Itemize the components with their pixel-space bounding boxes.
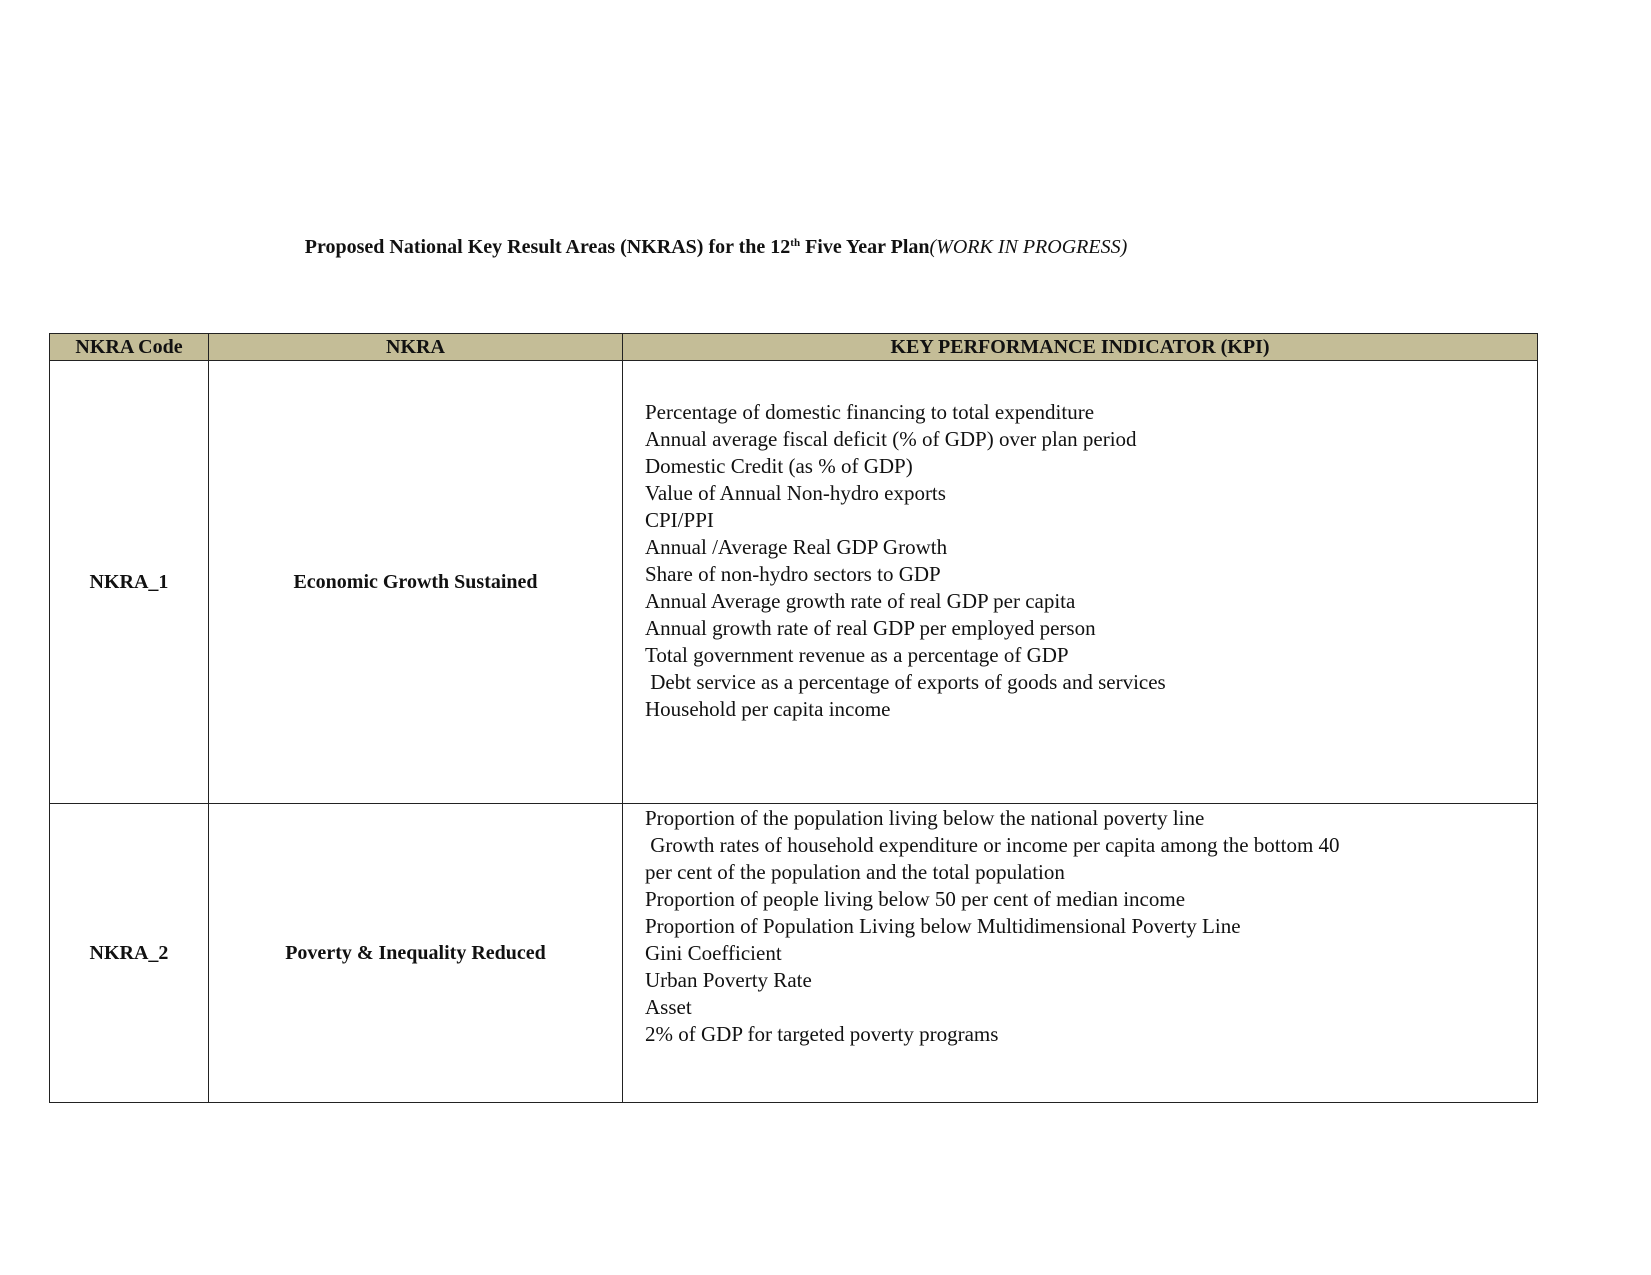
nkra-code-cell: NKRA_1 (50, 361, 209, 804)
kpi-item: Total government revenue as a percentage of GDP (645, 643, 1069, 667)
title-superscript: th (790, 237, 801, 249)
nkra-name-cell: Poverty & Inequality Reduced (209, 804, 623, 1103)
table-row (50, 804, 1538, 1103)
kpi-item: Proportion of Population Living below Multidimensional Poverty Line (645, 914, 1241, 938)
kpi-item: Urban Poverty Rate (645, 968, 812, 992)
kpi-cell (623, 361, 1538, 804)
kpi-item: Household per capita income (645, 697, 891, 721)
title-main: Proposed National Key Result Areas (NKRAS) for the 12 (304, 236, 791, 258)
title-status: (WORK IN PROGRESS) (929, 236, 1128, 258)
kpi-item: Debt service as a percentage of exports of goods and services (645, 670, 1166, 694)
kpi-item: Annual average fiscal deficit (% of GDP) over plan period (645, 427, 1137, 451)
header-kpi: KEY PERFORMANCE INDICATOR (KPI) (623, 334, 1538, 361)
title-main-suffix: Five Year Plan (800, 236, 930, 258)
kpi-cell (623, 804, 1538, 1103)
table-header-row (50, 334, 1538, 361)
kpi-item: Proportion of the population living below the national poverty line (645, 806, 1205, 830)
kpi-item: CPI/PPI (645, 508, 714, 532)
kpi-list (645, 805, 1537, 1048)
page-title (0, 236, 1432, 259)
kpi-item: Value of Annual Non-hydro exports (645, 481, 946, 505)
kpi-item: Proportion of people living below 50 per cent of median income (645, 887, 1186, 911)
kpi-item: Annual /Average Real GDP Growth (645, 535, 948, 559)
header-nkra-code: NKRA Code (50, 334, 209, 361)
nkra-name-cell: Economic Growth Sustained (209, 361, 623, 804)
kpi-list (645, 399, 1537, 723)
kpi-item: Share of non-hydro sectors to GDP (645, 562, 941, 586)
kpi-item: Annual growth rate of real GDP per employed person (645, 616, 1096, 640)
kpi-item: Gini Coefficient (645, 941, 782, 965)
kpi-item: Growth rates of household expenditure or income per capita among the bottom 40 (645, 833, 1340, 857)
header-nkra: NKRA (209, 334, 623, 361)
kpi-item: 2% of GDP for targeted poverty programs (645, 1022, 999, 1046)
kpi-item: Domestic Credit (as % of GDP) (645, 454, 913, 478)
kpi-item: per cent of the population and the total population (645, 860, 1065, 884)
nkra-code-cell: NKRA_2 (50, 804, 209, 1103)
kpi-item: Percentage of domestic financing to total expenditure (645, 400, 1095, 424)
kpi-item: Annual Average growth rate of real GDP per capita (645, 589, 1076, 613)
kpi-item: Asset (645, 995, 692, 1019)
table-row (50, 361, 1538, 804)
nkra-table (49, 333, 1538, 1103)
